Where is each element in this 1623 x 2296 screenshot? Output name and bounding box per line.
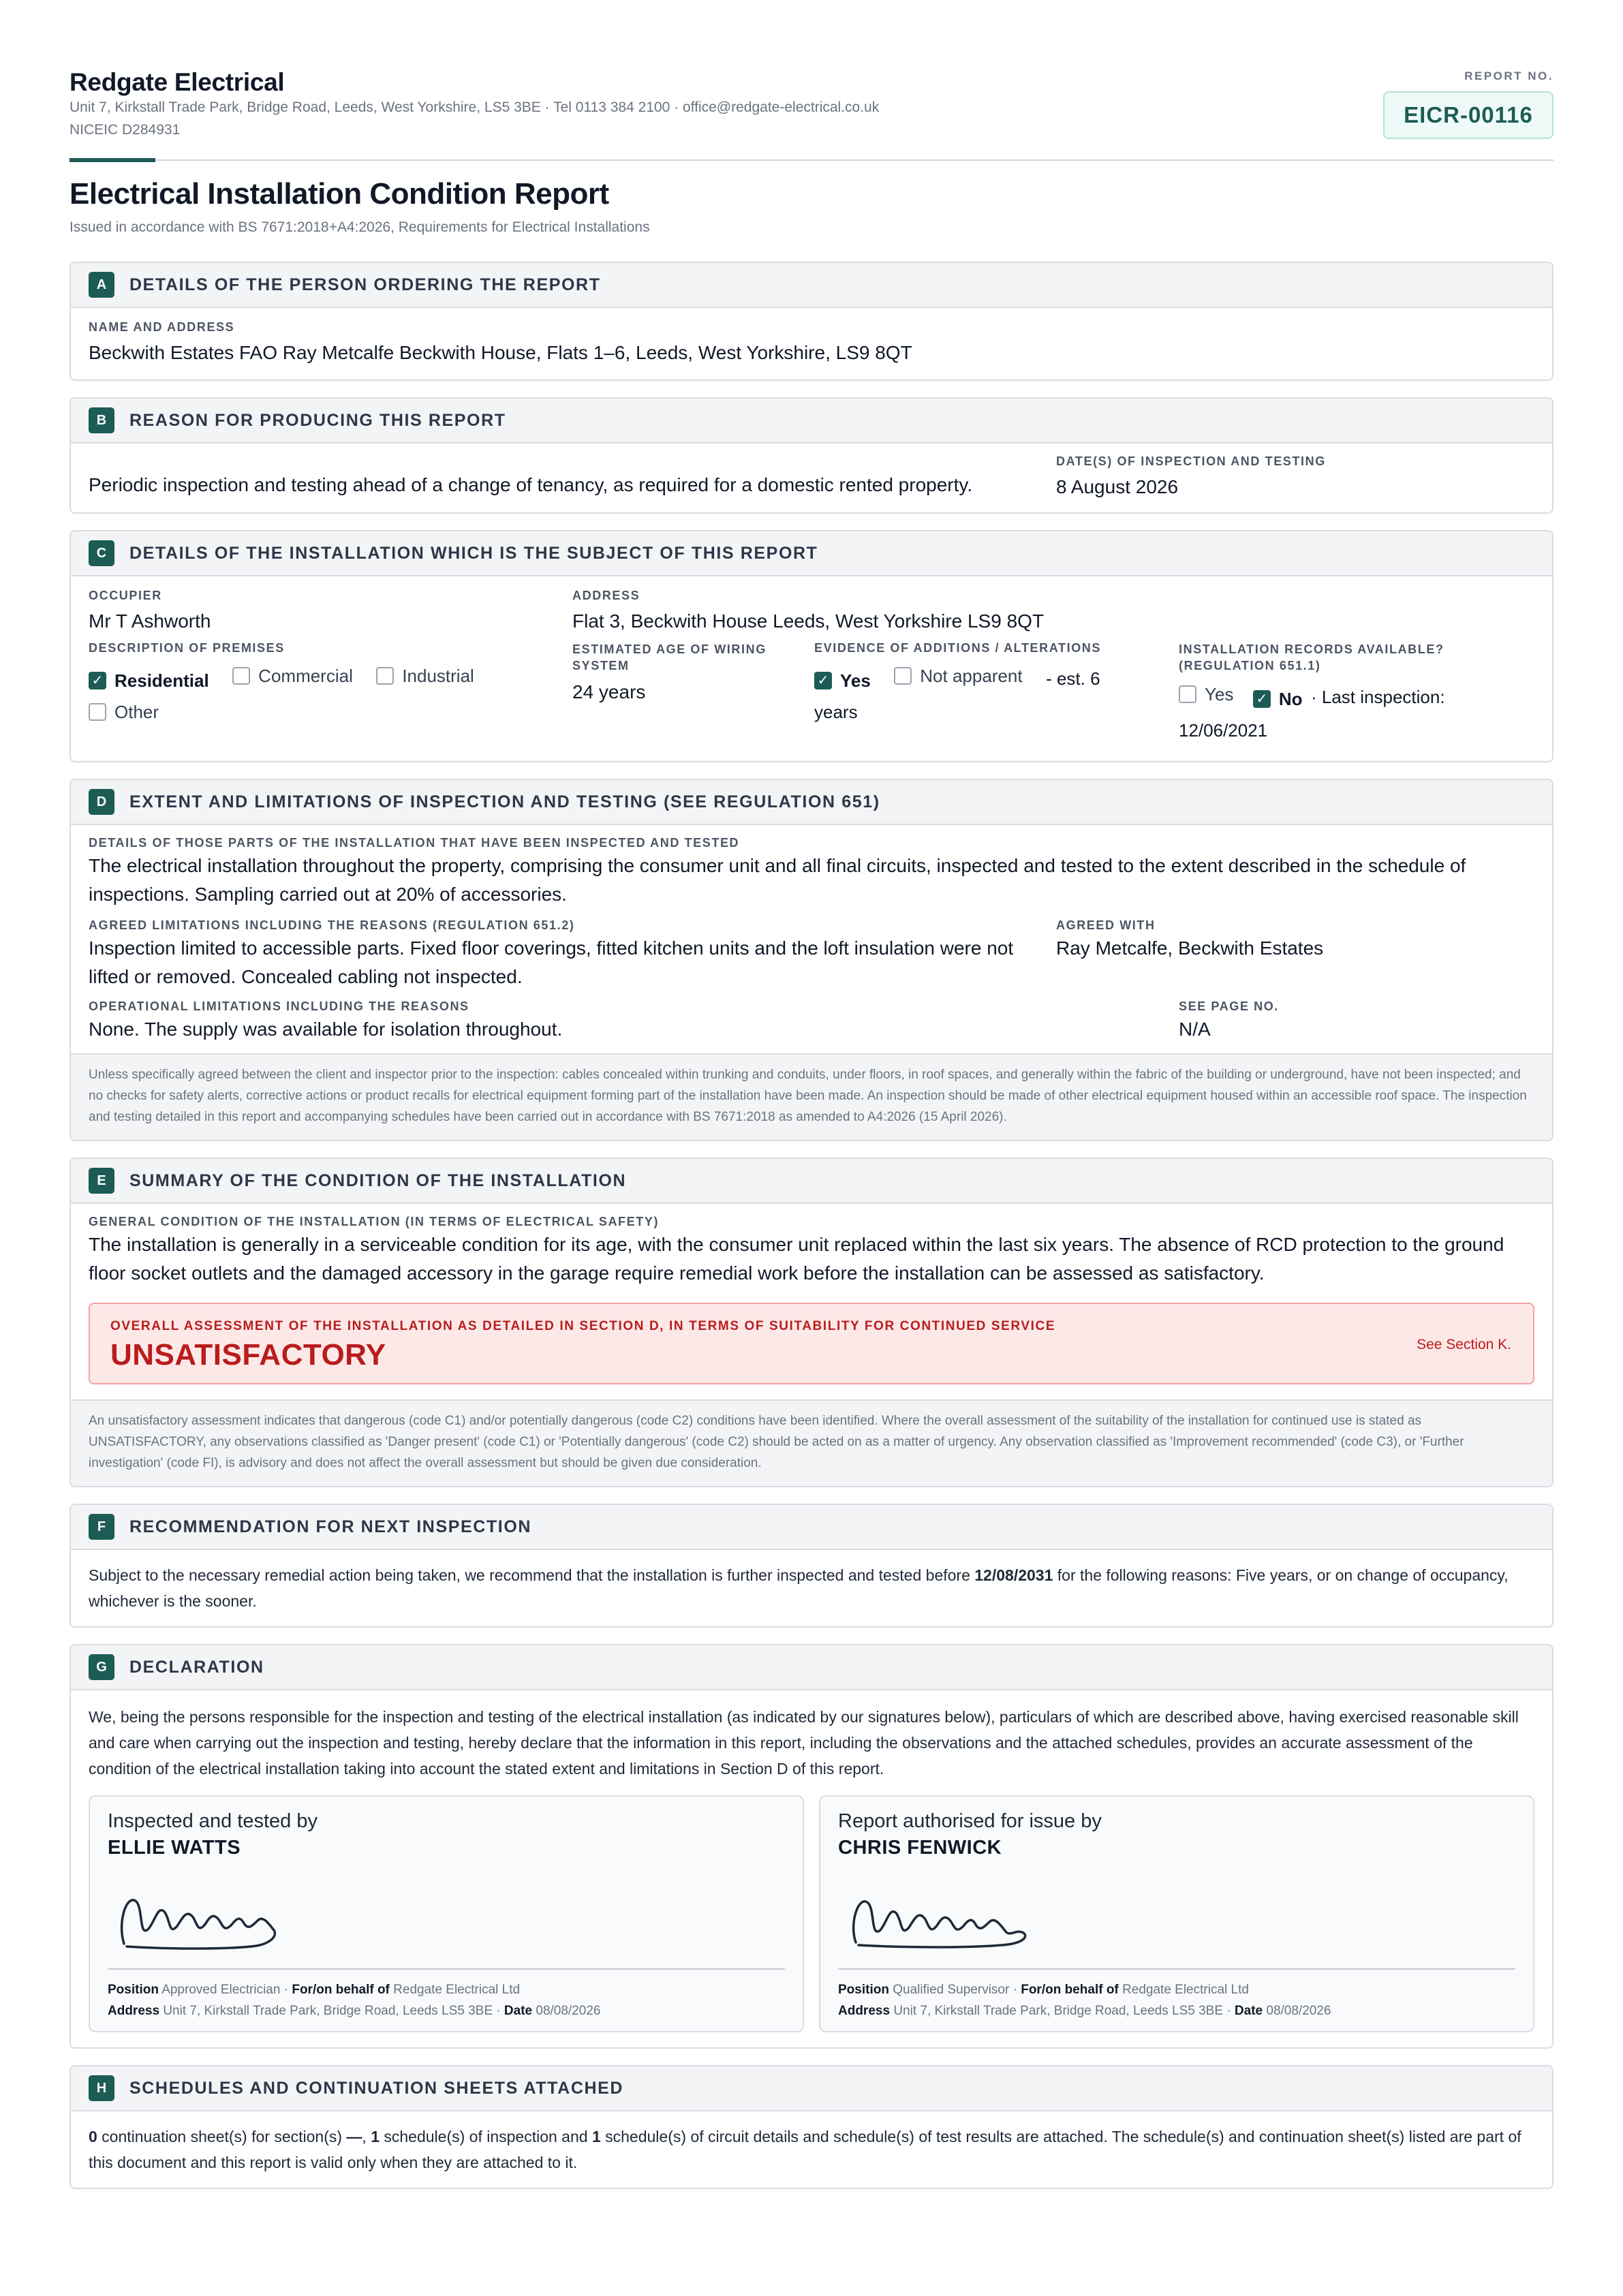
section-letter-badge: A	[89, 272, 114, 298]
section-e	[69, 1158, 1554, 1487]
report-number-badge: EICR-00116	[1383, 91, 1554, 139]
signatory-details: Position Qualified Supervisor · For/on behalf of Redgate Electrical Ltd Address Unit 7, Kirkstall Trade Park, Bridge Road, Leeds LS5 3BE · Date 08/08/2026	[838, 1983, 1331, 2018]
operational-limitations: None. The supply was available for isolation throughout.	[89, 1019, 563, 1040]
field-label: AGREED WITH	[1056, 918, 1156, 932]
field-label: NAME AND ADDRESS	[89, 320, 235, 334]
signatory-role: Inspected and tested by	[108, 1810, 318, 1832]
inspected-parts: The electrical installation throughout the property, comprising the consumer unit and all final circuits, inspected and tested to the extent described in the schedule of inspections. Sampling carried out at 20% of accessories.	[89, 855, 1466, 905]
section-letter-badge: H	[89, 2075, 114, 2101]
records-no[interactable]: ✓ No	[1253, 684, 1303, 714]
page-title: Electrical Installation Condition Report	[69, 177, 609, 211]
field-label: ESTIMATED AGE OF WIRING SYSTEM	[572, 642, 767, 672]
section-title: DETAILS OF THE PERSON ORDERING THE REPORT	[129, 275, 601, 294]
page-subtitle: Issued in accordance with BS 7671:2018+A4:2026, Requirements for Electrical Installations	[69, 219, 650, 235]
occupier-name: Mr T Ashworth	[89, 610, 211, 632]
signature-line	[838, 1968, 1515, 1970]
section-letter-badge: C	[89, 540, 114, 566]
signature-card-authoriser	[819, 1795, 1534, 2032]
premises-option-other[interactable]: Other	[89, 697, 159, 727]
overall-assessment-box	[89, 1303, 1534, 1384]
section-title: REASON FOR PRODUCING THIS REPORT	[129, 410, 506, 430]
header-accent-bar	[69, 158, 155, 162]
field-label: SEE PAGE NO.	[1179, 999, 1279, 1013]
field-label: OPERATIONAL LIMITATIONS INCLUDING THE REASONS	[89, 999, 469, 1013]
premises-option-residential[interactable]: ✓ Residential	[89, 666, 209, 696]
installation-address: Flat 3, Beckwith House Leeds, West Yorkshire LS9 8QT	[572, 610, 1045, 632]
handwritten-signature	[838, 1881, 1056, 1956]
section-title: DETAILS OF THE INSTALLATION WHICH IS THE SUBJECT OF THIS REPORT	[129, 543, 818, 563]
checkbox-empty-icon	[232, 667, 250, 685]
orderer-name-address: Beckwith Estates FAO Ray Metcalfe Beckwith House, Flats 1–6, Leeds, West Yorkshire, LS9 8QT	[89, 342, 912, 363]
last-inspection-date: 12/06/2021	[1179, 720, 1268, 741]
report-page	[69, 0, 1554, 2189]
last-inspection-label: · Last inspection:	[1311, 687, 1445, 707]
section-g-header	[71, 1645, 1552, 1690]
section-title: RECOMMENDATION FOR NEXT INSPECTION	[129, 1517, 532, 1536]
declaration-text: We, being the persons responsible for the inspection and testing of the electrical installation (as indicated by our signatures below), particulars of which are described above, having exercised reasonable skill and care when carrying out the inspection and testing, hereby declare that the information in this report, including the observations and the attached schedules, provides an accurate assessment of the condition of the electrical installation taking into account the stated extent and limitations in Section D of this report.	[89, 1708, 1519, 1778]
section-d-note: Unless specifically agreed between the client and inspector prior to the inspection: cables concealed within trunking and conduits, under floors, in roof spaces, and generally within the fabric of the building or underground, have not been inspected; and no checks for safety alerts, corrective actions or product recalls for electrical equipment forming part of the installation have been made. An inspection should be made of other electrical equipment housed within an accessible roof space. The inspection and testing detailed in this report and accompanying schedules have been carried out in accordance with BS 7671:2018 as amended to A4:2026 (15 April 2026).	[71, 1053, 1552, 1140]
section-title: EXTENT AND LIMITATIONS OF INSPECTION AND TESTING (SEE REGULATION 651)	[129, 792, 880, 811]
signatory-name: ELLIE WATTS	[108, 1837, 241, 1859]
agreed-with: Ray Metcalfe, Beckwith Estates	[1056, 937, 1324, 959]
handwritten-signature	[108, 1881, 305, 1956]
checkbox-checked-icon: ✓	[814, 672, 832, 689]
evidence-estimate: - est. 6	[1046, 668, 1100, 689]
section-a	[69, 262, 1554, 381]
inspection-date: 8 August 2026	[1056, 476, 1179, 497]
checkbox-checked-icon: ✓	[1253, 690, 1271, 708]
report-reason: Periodic inspection and testing ahead of a change of tenancy, as required for a domestic rented property.	[89, 474, 973, 495]
section-c	[69, 530, 1554, 762]
company-name: Redgate Electrical	[69, 68, 285, 96]
section-letter-badge: B	[89, 407, 114, 433]
signatory-details: Position Approved Electrician · For/on behalf of Redgate Electrical Ltd Address Unit 7, Kirkstall Trade Park, Bridge Road, Leeds LS5 3BE · Date 08/08/2026	[108, 1983, 601, 2018]
field-label: EVIDENCE OF ADDITIONS / ALTERATIONS	[814, 641, 1102, 655]
next-inspection-date: 12/08/2031	[974, 1566, 1053, 1584]
section-c-header	[71, 531, 1552, 576]
signatory-role: Report authorised for issue by	[838, 1810, 1102, 1832]
agreed-limitations: Inspection limited to accessible parts. Fixed floor coverings, fitted kitchen units and the loft insulation were not lifted or removed. Concealed cabling not inspected.	[89, 937, 1014, 987]
records-options	[1179, 679, 1506, 749]
section-letter-badge: G	[89, 1654, 114, 1680]
checkbox-empty-icon	[376, 667, 394, 685]
section-title: SCHEDULES AND CONTINUATION SHEETS ATTACHED	[129, 2078, 624, 2098]
overall-assessment-value: UNSATISFACTORY	[110, 1338, 386, 1371]
section-letter-badge: D	[89, 789, 114, 815]
header-divider	[69, 159, 1554, 161]
evidence-yes[interactable]: ✓ Yes	[814, 666, 871, 696]
report-header	[69, 0, 1554, 161]
see-page-number: N/A	[1179, 1019, 1211, 1040]
schedules-attached-text: 0 continuation sheet(s) for section(s) —, 1 schedule(s) of inspection and 1 schedule(s) of circuit details and schedule(s) of test results are attached. The schedule(s) and continuation sheet(s) listed are part of this document and this report is valid only when they are attached to it.	[89, 2128, 1521, 2171]
section-d-header	[71, 780, 1552, 825]
field-label: INSTALLATION RECORDS AVAILABLE? (REGULATION 651.1)	[1179, 642, 1444, 672]
field-label: DESCRIPTION OF PREMISES	[89, 641, 285, 655]
section-d	[69, 779, 1554, 1141]
evidence-options	[814, 661, 1179, 730]
section-g	[69, 1644, 1554, 2049]
section-f	[69, 1504, 1554, 1628]
next-inspection-recommendation: Subject to the necessary remedial action being taken, we recommend that the installation is further inspected and tested before 12/08/2031 for the following reasons: Five years, or on change of occupancy, whichever is the sooner.	[89, 1566, 1509, 1610]
field-label: AGREED LIMITATIONS INCLUDING THE REASONS (REGULATION 651.2)	[89, 918, 575, 932]
section-letter-badge: F	[89, 1514, 114, 1540]
report-number-label: REPORT NO.	[1464, 69, 1554, 82]
company-registration: NICEIC D284931	[69, 122, 181, 138]
company-address: Unit 7, Kirkstall Trade Park, Bridge Road, Leeds, West Yorkshire, LS5 3BE · Tel 0113 384 2100 · office@redgate-electrical.co.uk	[69, 99, 880, 115]
checkbox-empty-icon	[1179, 685, 1196, 703]
section-e-header	[71, 1159, 1552, 1204]
evidence-years: years	[814, 702, 858, 722]
section-h	[69, 2065, 1554, 2189]
records-yes[interactable]: Yes	[1179, 679, 1233, 709]
premises-options	[89, 661, 572, 733]
section-e-note: An unsatisfactory assessment indicates that dangerous (code C1) and/or potentially dangerous (code C2) conditions have been identified. Where the overall assessment of the suitability of the installation for continued use is stated as UNSATISFACTORY, any observations classified as 'Danger present' (code C1) or 'Potentially dangerous' (code C2) should be acted on as a matter of urgency. Any observation classified as 'Improvement recommended' (code C3), or 'Further investigation' (code FI), is advisory and does not affect the overall assessment but should be given due consideration.	[71, 1399, 1552, 1486]
section-title: SUMMARY OF THE CONDITION OF THE INSTALLATION	[129, 1170, 627, 1190]
premises-option-industrial[interactable]: Industrial	[376, 661, 474, 691]
section-h-header	[71, 2066, 1552, 2111]
field-label: GENERAL CONDITION OF THE INSTALLATION (IN TERMS OF ELECTRICAL SAFETY)	[89, 1215, 660, 1228]
general-condition: The installation is generally in a serviceable condition for its age, with the consumer unit replaced within the last six years. The absence of RCD protection to the ground floor socket outlets and the damaged accessory in the garage require remedial work before the installation can be assessed as satisfactory.	[89, 1234, 1504, 1284]
checkbox-checked-icon: ✓	[89, 672, 106, 689]
overall-assessment-label: OVERALL ASSESSMENT OF THE INSTALLATION AS DETAILED IN SECTION D, IN TERMS OF SUITABILITY FOR CONTINUED SERVICE	[110, 1319, 1056, 1333]
premises-option-commercial[interactable]: Commercial	[232, 661, 353, 691]
section-b-header	[71, 399, 1552, 444]
section-f-header	[71, 1505, 1552, 1550]
signatory-name: CHRIS FENWICK	[838, 1837, 1002, 1859]
field-label: DETAILS OF THOSE PARTS OF THE INSTALLATION THAT HAVE BEEN INSPECTED AND TESTED	[89, 836, 740, 850]
section-letter-badge: E	[89, 1168, 114, 1194]
checkbox-empty-icon	[894, 667, 912, 685]
signature-card-inspector	[89, 1795, 804, 2032]
see-section-reference: See Section K.	[1417, 1337, 1511, 1352]
section-title: DECLARATION	[129, 1657, 264, 1677]
field-label: OCCUPIER	[89, 589, 162, 602]
evidence-not-apparent[interactable]: Not apparent	[894, 661, 1022, 691]
signature-line	[108, 1968, 785, 1970]
section-b	[69, 397, 1554, 514]
wiring-age: 24 years	[572, 681, 646, 702]
field-label: DATE(S) OF INSPECTION AND TESTING	[1056, 454, 1326, 468]
checkbox-empty-icon	[89, 703, 106, 721]
section-a-header	[71, 263, 1552, 308]
field-label: ADDRESS	[572, 589, 640, 602]
